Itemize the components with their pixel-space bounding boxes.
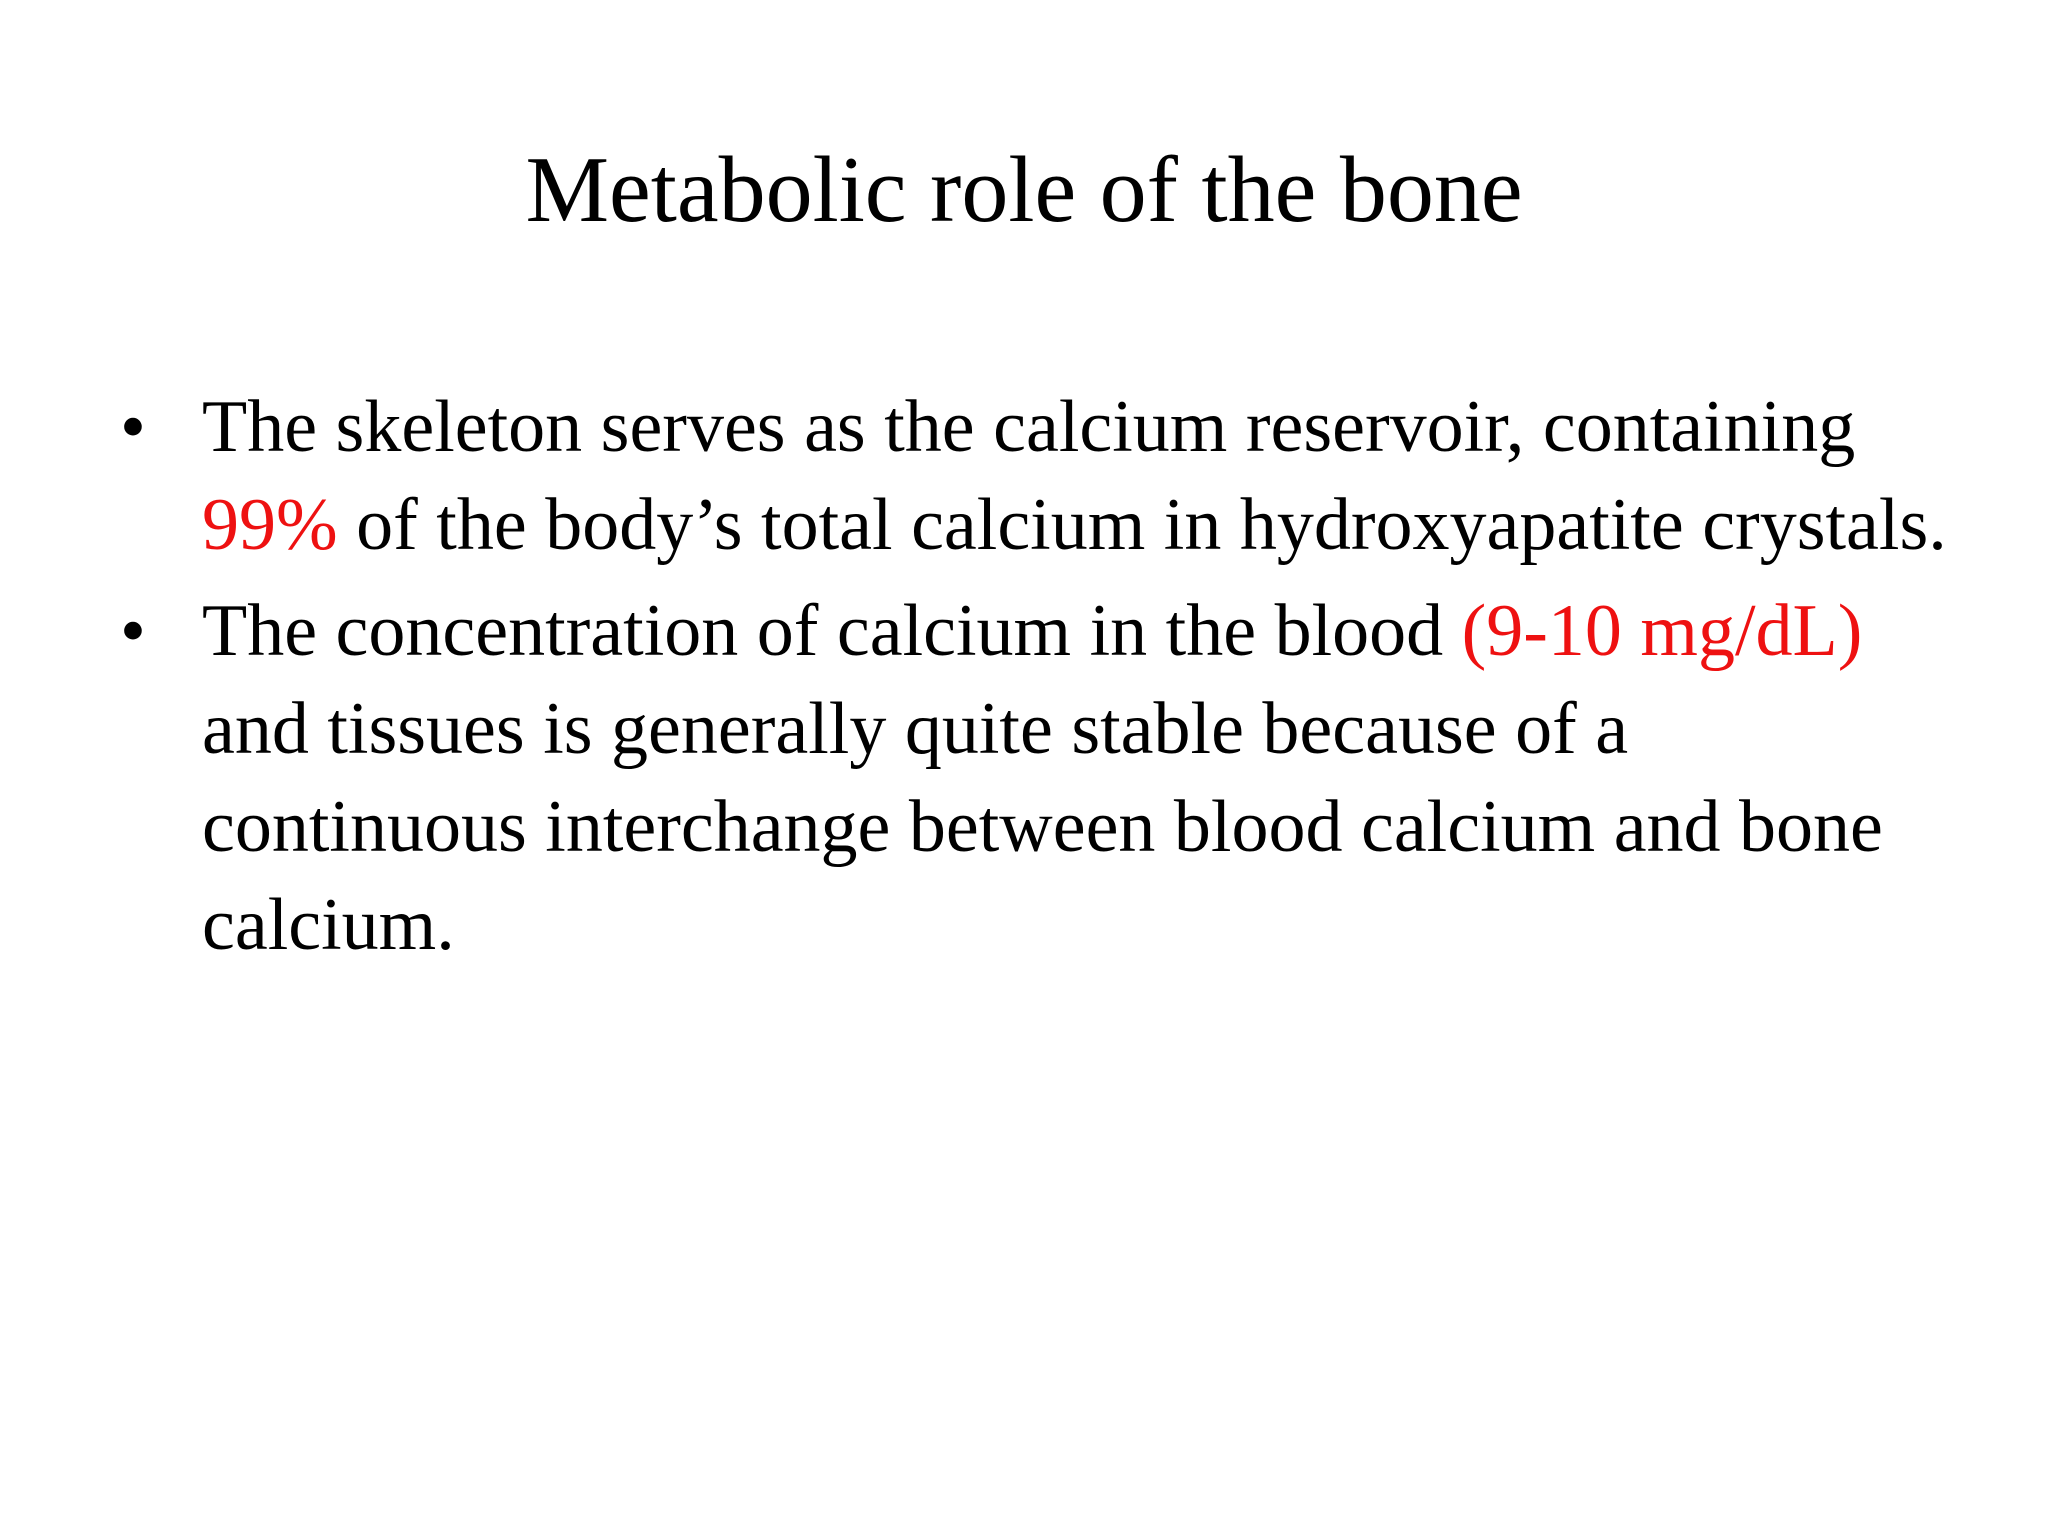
bullet-item-skeleton-reservoir <box>120 378 1950 574</box>
bullet-text-part: The skeleton serves as the calcium reservoir, containing <box>202 386 1856 468</box>
bullet-text-part: of the body’s total calcium in hydroxyapatite crystals. <box>337 484 1947 566</box>
highlight-concentration-range: (9-10 mg/dL) <box>1461 590 1863 672</box>
bullet-list <box>120 378 1950 982</box>
bullet-text-part: The concentration of calcium in the blood <box>202 590 1462 672</box>
bullet-dot-icon: • <box>120 590 146 672</box>
bullet-item-blood-concentration <box>120 582 1950 974</box>
highlight-percentage: 99% <box>202 484 338 566</box>
slide-title: Metabolic role of the bone <box>525 138 1523 242</box>
bullet-dot-icon: • <box>120 386 146 468</box>
bullet-text-part: and tissues is generally quite stable because of a continuous interchange between blood calcium and bone calcium. <box>202 688 1883 966</box>
